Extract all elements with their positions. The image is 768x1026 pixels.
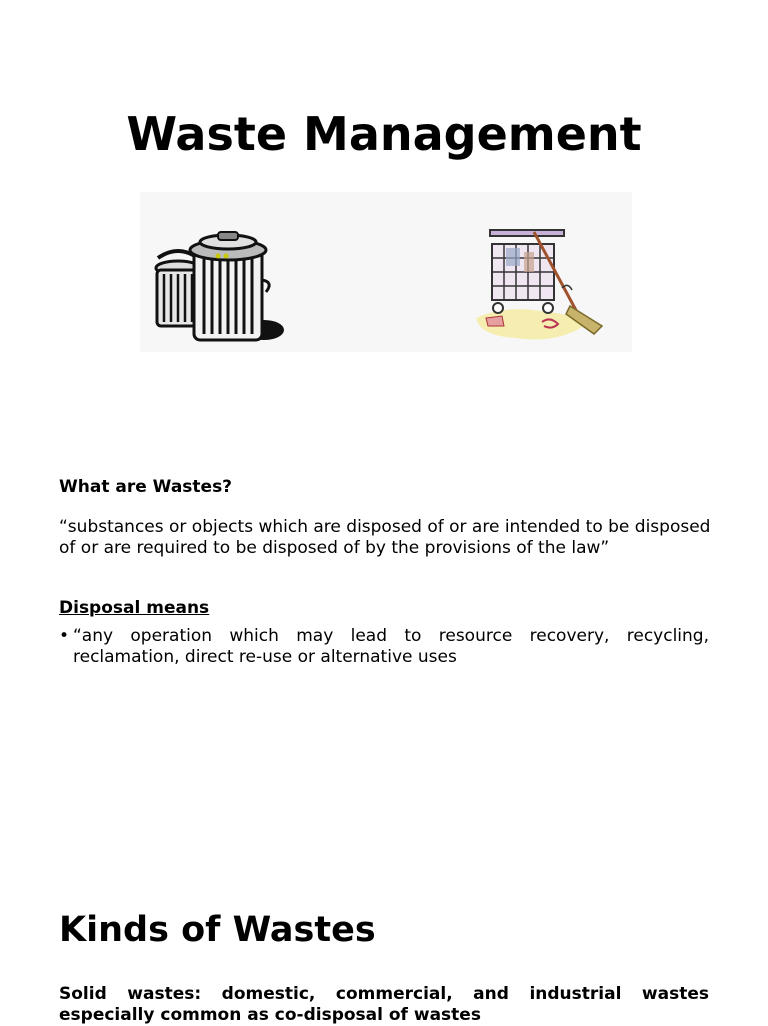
- list-item: [59, 626, 709, 668]
- disposal-heading: Disposal means: [59, 598, 210, 618]
- wastes-definition: “substances or objects which are disposed of or are intended to be disposed of or are required to be disposed of by the provisions of the law”: [59, 517, 711, 558]
- solid-wastes-text: Solid wastes: domestic, commercial, and industrial wastes especially common as co-disposal of wastes: [59, 984, 709, 1025]
- kinds-heading: Kinds of Wastes: [59, 910, 376, 950]
- cleaning-cart-broom-icon: [466, 222, 616, 346]
- list-item-text: “any operation which may lead to resource recovery, recycling, reclamation, direct re-use or alternative uses: [73, 626, 709, 667]
- bullet-icon: •: [59, 626, 70, 646]
- page-title: Waste Management: [126, 107, 642, 161]
- wastes-question-heading: What are Wastes?: [59, 477, 233, 497]
- disposal-list: [59, 626, 709, 668]
- trash-cans-icon: [152, 230, 292, 348]
- waste-illustration: [140, 192, 632, 352]
